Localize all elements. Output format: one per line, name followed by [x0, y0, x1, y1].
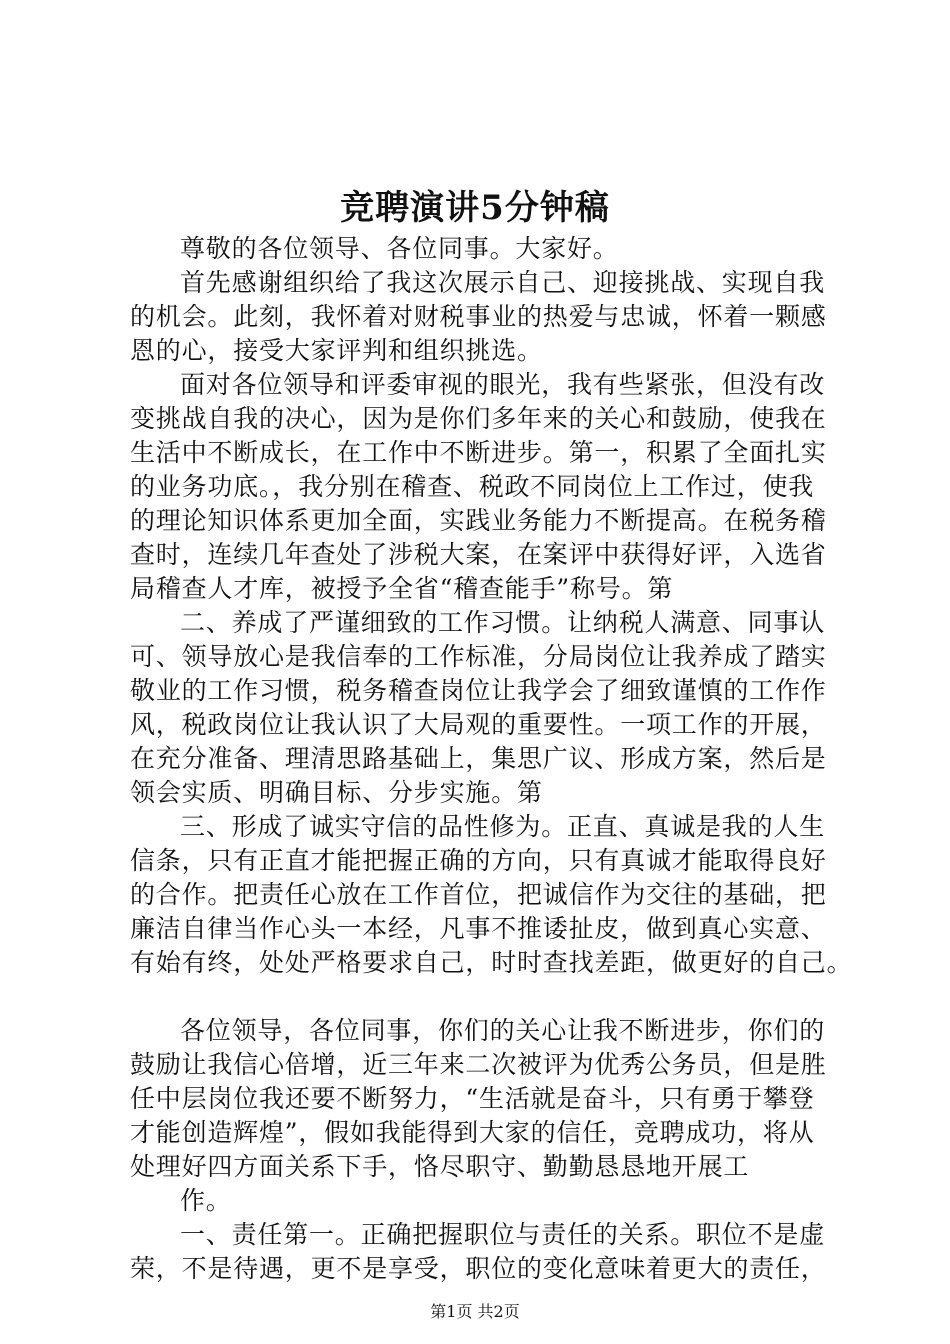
body-line: 廉洁自律当作心头一本经，凡事不推诿扯皮，做到真心实意、 — [130, 914, 827, 943]
body-line: 生活中不断成长，在工作中不断进步。第一，积累了全面扎实 — [130, 438, 827, 467]
body-line: 在充分准备、理清思路基础上，集思广议、形成方案，然后是 — [130, 744, 827, 773]
body-line: 处理好四方面关系下手，恪尽职守、勤勤恳恳地开展工 — [130, 1152, 750, 1181]
body-line: 风，税政岗位让我认识了大局观的重要性。一项工作的开展， — [130, 710, 827, 739]
body-line: 可、领导放心是我信奉的工作标准，分局岗位让我养成了踏实 — [130, 642, 827, 671]
body-line: 有始有终，处处严格要求自己，时时查找差距，做更好的自己。 — [130, 948, 853, 977]
body-line: 首先感谢组织给了我这次展示自己、迎接挑战、实现自我 — [180, 268, 826, 297]
body-line: 作。 — [180, 1186, 232, 1215]
body-line: 恩的心，接受大家评判和组织挑选。 — [130, 336, 543, 365]
body-line: 才能创造辉煌”，假如我能得到大家的信任，竞聘成功，将从 — [130, 1118, 815, 1147]
body-line: 面对各位领导和评委审视的眼光，我有些紧张，但没有改 — [180, 370, 826, 399]
body-line: 领会实质、明确目标、分步实施。第 — [130, 778, 543, 807]
body-line: 变挑战自我的决心，因为是你们多年来的关心和鼓励，使我在 — [130, 404, 827, 433]
page-number-footer: 第1页 共2页 — [430, 1302, 520, 1321]
body-line: 的理论知识体系更加全面，实践业务能力不断提高。在税务稽 — [130, 506, 827, 535]
body-line: 各位领导，各位同事，你们的关心让我不断进步，你们的 — [180, 1016, 826, 1045]
body-line: 的合作。把责任心放在工作首位，把诚信作为交往的基础，把 — [130, 880, 827, 909]
body-line: 局稽查人才库，被授予全省“稽查能手”称号。第 — [130, 574, 674, 603]
body-line: 的机会。此刻，我怀着对财税事业的热爱与忠诚，怀着一颗感 — [130, 302, 827, 331]
body-line: 三、形成了诚实守信的品性修为。正直、真诚是我的人生 — [180, 812, 826, 841]
body-line: 尊敬的各位领导、各位同事。大家好。 — [180, 234, 619, 263]
body-line: 信条，只有正直才能把握正确的方向，只有真诚才能取得良好 — [130, 846, 827, 875]
body-line: 任中层岗位我还要不断努力，“生活就是奋斗，只有勇于攀登 — [130, 1084, 815, 1113]
body-line: 一、责任第一。正确把握职位与责任的关系。职位不是虚 — [180, 1220, 826, 1249]
body-line: 荣，不是待遇，更不是享受，职位的变化意味着更大的责任， — [130, 1254, 827, 1283]
document-title: 竞聘演讲5分钟稿 — [340, 188, 610, 228]
body-line: 二、养成了严谨细致的工作习惯。让纳税人满意、同事认 — [180, 608, 826, 637]
body-line: 敬业的工作习惯，税务稽查岗位让我学会了细致谨慎的工作作 — [130, 676, 827, 705]
body-line: 鼓励让我信心倍增，近三年来二次被评为优秀公务员，但是胜 — [130, 1050, 827, 1079]
body-line: 的业务功底。，我分别在稽查、税政不同岗位上工作过，使我 — [130, 472, 815, 501]
body-line: 查时，连续几年查处了涉税大案，在案评中获得好评，入选省 — [130, 540, 827, 569]
